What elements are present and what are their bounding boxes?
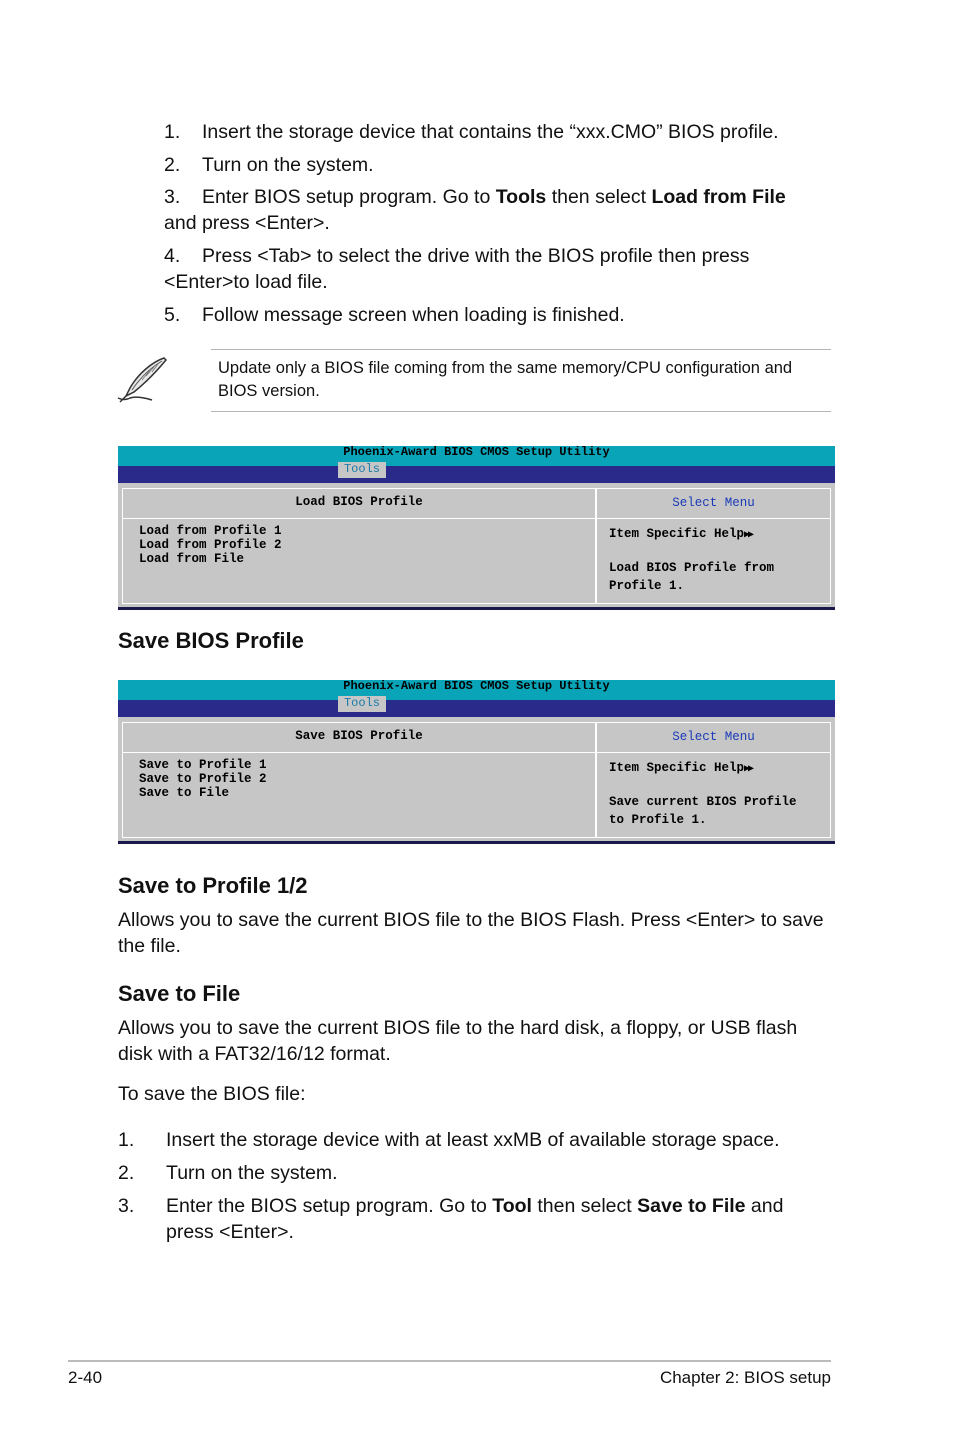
double-arrow-icon: ▶▶ (744, 530, 753, 541)
bios-help-title: Item Specific Help (609, 761, 745, 775)
bios-help-text: Save current BIOS Profile to Profile 1. (609, 795, 797, 827)
bios-option-save-file[interactable]: Save to File (139, 786, 230, 800)
bios-menu-bar (118, 700, 835, 717)
bios-help-header: Select Menu (672, 496, 755, 510)
double-arrow-icon: ▶▶ (744, 764, 753, 775)
bios-panel-header: Load BIOS Profile (295, 495, 423, 509)
save-file-description: Allows you to save the current BIOS file to the hard disk, a floppy, or USB flash disk with a FAT32/16/12 format. (118, 1017, 798, 1065)
bios-tab-tools[interactable]: Tools (338, 462, 386, 478)
save-profile-description: Allows you to save the current BIOS file to the BIOS Flash. Press <Enter> to save the file. (118, 909, 824, 957)
bios-help-header: Select Menu (672, 730, 755, 744)
bios-options-panel (122, 488, 596, 604)
bios-option-save-profile-2[interactable]: Save to Profile 2 (139, 772, 267, 786)
bios-option-load-profile-1[interactable]: Load from Profile 1 (139, 524, 282, 538)
note-bottom-rule (211, 411, 831, 412)
bios-option-load-profile-2[interactable]: Load from Profile 2 (139, 538, 282, 552)
section-heading-save-to-file: Save to File (118, 981, 241, 1006)
bios-save-screen (118, 680, 835, 844)
bios-help-panel (596, 488, 831, 604)
page-number: 2-40 (68, 1368, 103, 1387)
bios-title: Phoenix-Award BIOS CMOS Setup Utility (343, 679, 610, 693)
pen-icon (112, 354, 170, 406)
bios-option-list (139, 524, 282, 566)
bios-load-screen (118, 446, 835, 610)
bios-option-list (139, 758, 267, 800)
bios-option-save-profile-1[interactable]: Save to Profile 1 (139, 758, 267, 772)
section-heading-save-to-profile: Save to Profile 1/2 (118, 873, 308, 898)
save-file-intro: To save the BIOS file: (118, 1083, 306, 1105)
footer-rule (68, 1360, 831, 1362)
bios-menu-bar (118, 466, 835, 483)
note-top-rule (211, 349, 831, 350)
bios-help-title: Item Specific Help (609, 527, 745, 541)
note-text: Update only a BIOS file coming from the same memory/CPU configuration and BIOS version. (218, 359, 793, 400)
chapter-title: Chapter 2: BIOS setup (659, 1368, 831, 1387)
bios-title: Phoenix-Award BIOS CMOS Setup Utility (343, 445, 610, 459)
bios-options-panel (122, 722, 596, 838)
bios-tab-tools[interactable]: Tools (338, 696, 386, 712)
bios-help-panel (596, 722, 831, 838)
section-heading-save-bios-profile: Save BIOS Profile (118, 628, 304, 653)
bios-option-load-file[interactable]: Load from File (139, 552, 245, 566)
bios-help-text: Load BIOS Profile from Profile 1. (609, 561, 775, 593)
bios-panel-header: Save BIOS Profile (295, 729, 423, 743)
